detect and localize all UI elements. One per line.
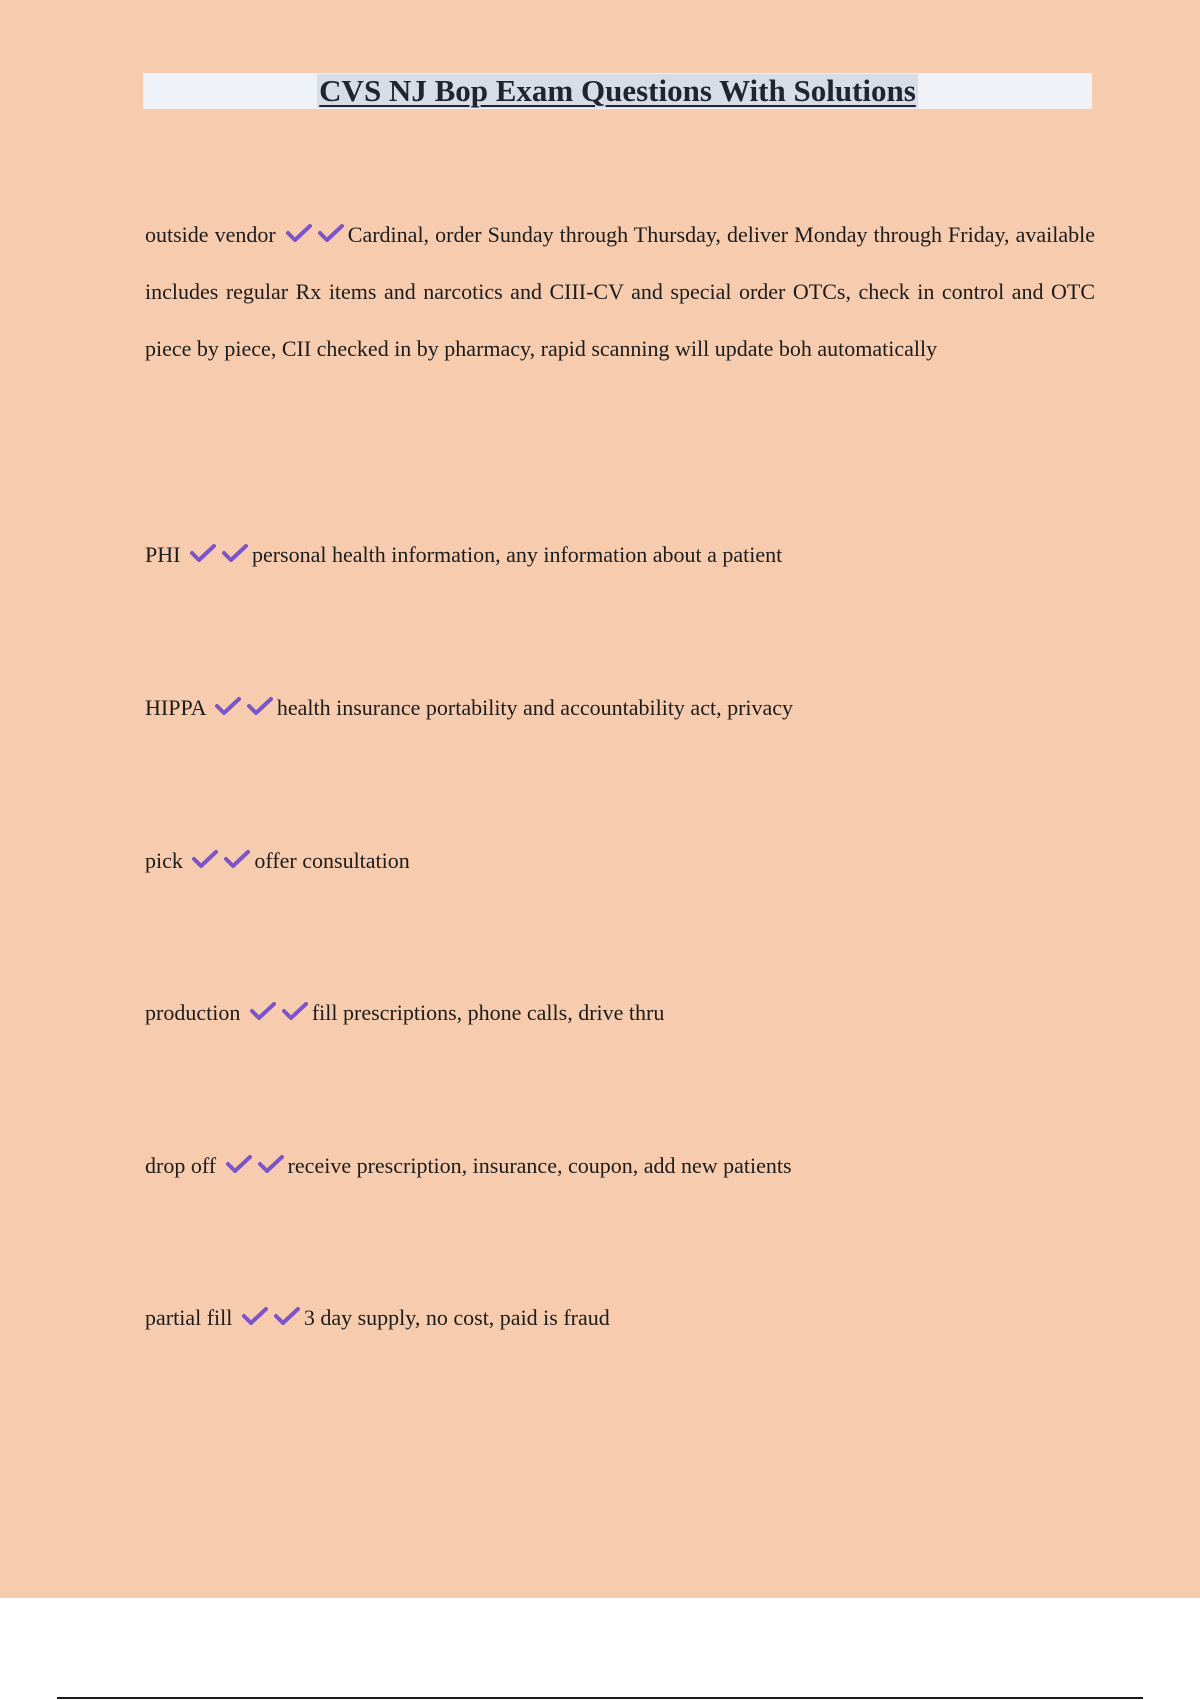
entry-answer: receive prescription, insurance, coupon, add new patients xyxy=(287,1153,792,1178)
checkmark-icon xyxy=(282,1001,310,1023)
entry-term: PHI xyxy=(145,542,181,567)
entry-term: HIPPA xyxy=(145,695,206,720)
checkmark-icon xyxy=(190,543,218,565)
checkmark-icon xyxy=(224,849,252,871)
checkmark-icon xyxy=(242,1306,270,1328)
entry-outside-vendor xyxy=(145,206,1095,377)
checkmark-icon xyxy=(226,1154,254,1176)
entry-term: production xyxy=(145,1000,241,1025)
entry-term: pick xyxy=(145,848,183,873)
document-title: CVS NJ Bop Exam Questions With Solutions xyxy=(319,73,916,108)
checkmark-icon xyxy=(250,1001,278,1023)
entry-drop-off xyxy=(145,1137,1095,1194)
checkmark-icon xyxy=(222,543,250,565)
entry-answer: 3 day supply, no cost, paid is fraud xyxy=(303,1305,610,1330)
entry-term: drop off xyxy=(145,1153,217,1178)
checkmark-icon xyxy=(274,1306,302,1328)
entry-hippa xyxy=(145,679,1095,736)
title-bar xyxy=(143,73,1092,109)
entry-term: partial fill xyxy=(145,1305,233,1330)
entry-partial-fill xyxy=(145,1289,1095,1346)
entry-term: outside vendor xyxy=(145,222,276,247)
footer-divider xyxy=(57,1697,1143,1699)
entry-phi xyxy=(145,526,1095,583)
checkmark-icon xyxy=(215,696,243,718)
entry-answer: health insurance portability and accountability act, privacy xyxy=(276,695,794,720)
entry-answer: personal health information, any information about a patient xyxy=(251,542,783,567)
checkmark-icon xyxy=(258,1154,286,1176)
entry-production xyxy=(145,984,1095,1041)
entry-answer: fill prescriptions, phone calls, drive thru xyxy=(311,1000,665,1025)
entry-answer: offer consultation xyxy=(254,848,410,873)
checkmark-icon xyxy=(247,696,275,718)
checkmark-icon xyxy=(192,849,220,871)
entry-answer: Cardinal, order Sunday through Thursday, deliver Monday through Friday, available includes regular Rx items and narcotics and CIII-CV and special order OTCs, check in control and OTC piece by piece, CII checked in by pharmacy, rapid scanning will update boh automatically xyxy=(145,222,1096,361)
checkmark-icon xyxy=(318,223,346,245)
entry-pick xyxy=(145,832,1095,889)
checkmark-icon xyxy=(286,223,314,245)
